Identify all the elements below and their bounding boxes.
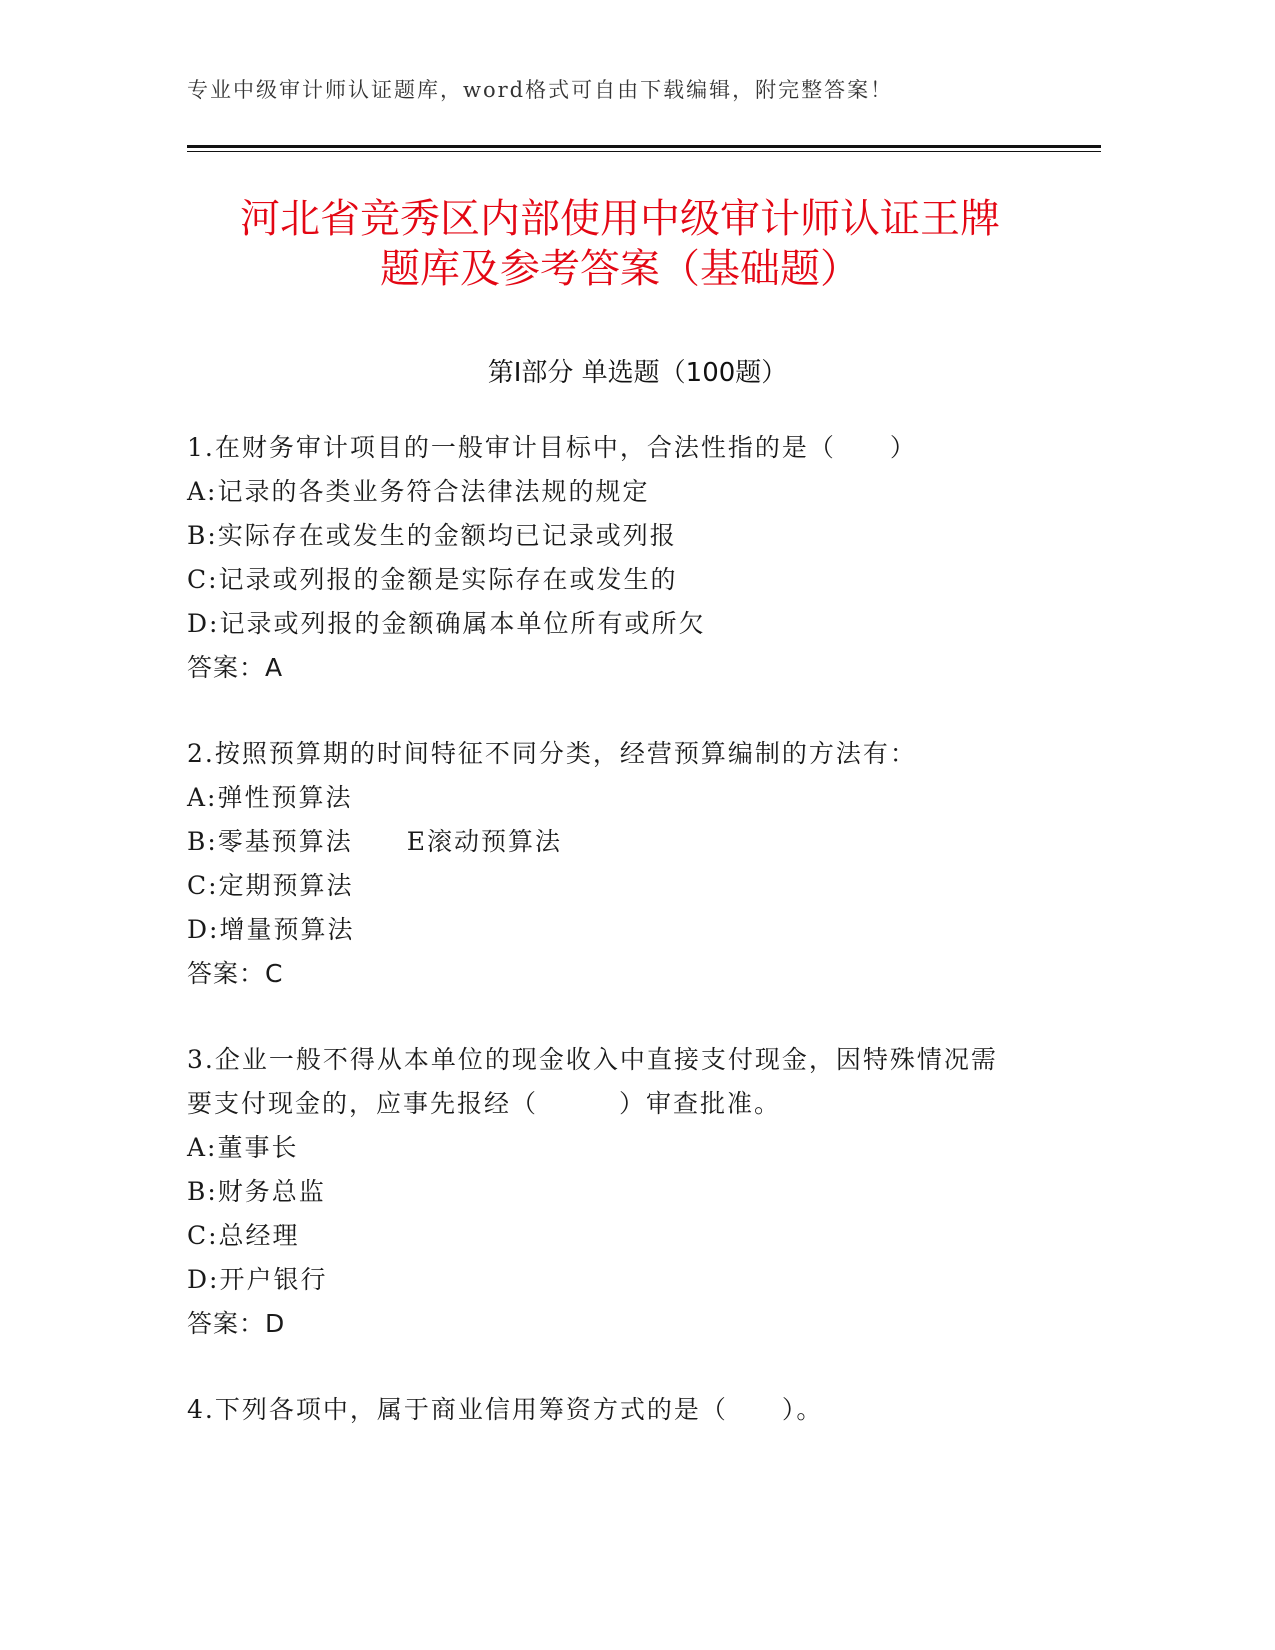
question-2-option-b: B:零基预算法 E滚动预算法 bbox=[187, 827, 563, 856]
question-3-option-a: A:董事长 bbox=[187, 1133, 299, 1162]
header-note: 专业中级审计师认证题库，word格式可自由下载编辑，附完整答案！ bbox=[187, 78, 894, 102]
header-rule-thin bbox=[187, 151, 1101, 152]
question-2-option-d: D:增量预算法 bbox=[187, 915, 355, 944]
question-2-option-a: A:弹性预算法 bbox=[187, 783, 353, 812]
question-4-stem: 4.下列各项中，属于商业信用筹资方式的是（ ）。 bbox=[187, 1395, 824, 1424]
document-title-line-2: 题库及参考答案（基础题） bbox=[380, 246, 860, 292]
section-title: 第Ⅰ部分 单选题（100题） bbox=[487, 358, 788, 388]
question-3-option-d: D:开户银行 bbox=[187, 1265, 328, 1294]
question-3-answer: 答案：D bbox=[187, 1309, 286, 1338]
question-2-answer: 答案：C bbox=[187, 959, 284, 988]
question-1-option-b: B:实际存在或发生的金额均已记录或列报 bbox=[187, 521, 677, 550]
question-1-option-c: C:记录或列报的金额是实际存在或发生的 bbox=[187, 565, 678, 594]
document-title-line-1: 河北省竞秀区内部使用中级审计师认证王牌 bbox=[240, 196, 1000, 242]
question-1-option-a: A:记录的各类业务符合法律法规的规定 bbox=[187, 477, 650, 506]
document-title bbox=[160, 194, 1080, 294]
question-3-stem-line-2: 要支付现金的，应事先报经（ ）审查批准。 bbox=[187, 1089, 782, 1118]
question-1-option-d: D:记录或列报的金额确属本单位所有或所欠 bbox=[187, 609, 706, 638]
question-3-stem-line-1: 3.企业一般不得从本单位的现金收入中直接支付现金，因特殊情况需 bbox=[187, 1045, 998, 1074]
question-1-stem: 1.在财务审计项目的一般审计目标中，合法性指的是（ ） bbox=[187, 433, 917, 462]
question-1-answer: 答案：A bbox=[187, 653, 284, 682]
question-2-option-c: C:定期预算法 bbox=[187, 871, 354, 900]
question-3-option-c: C:总经理 bbox=[187, 1221, 300, 1250]
question-2-stem: 2.按照预算期的时间特征不同分类，经营预算编制的方法有： bbox=[187, 739, 917, 768]
question-3-option-b: B:财务总监 bbox=[187, 1177, 326, 1206]
header-rule-thick bbox=[187, 145, 1101, 148]
